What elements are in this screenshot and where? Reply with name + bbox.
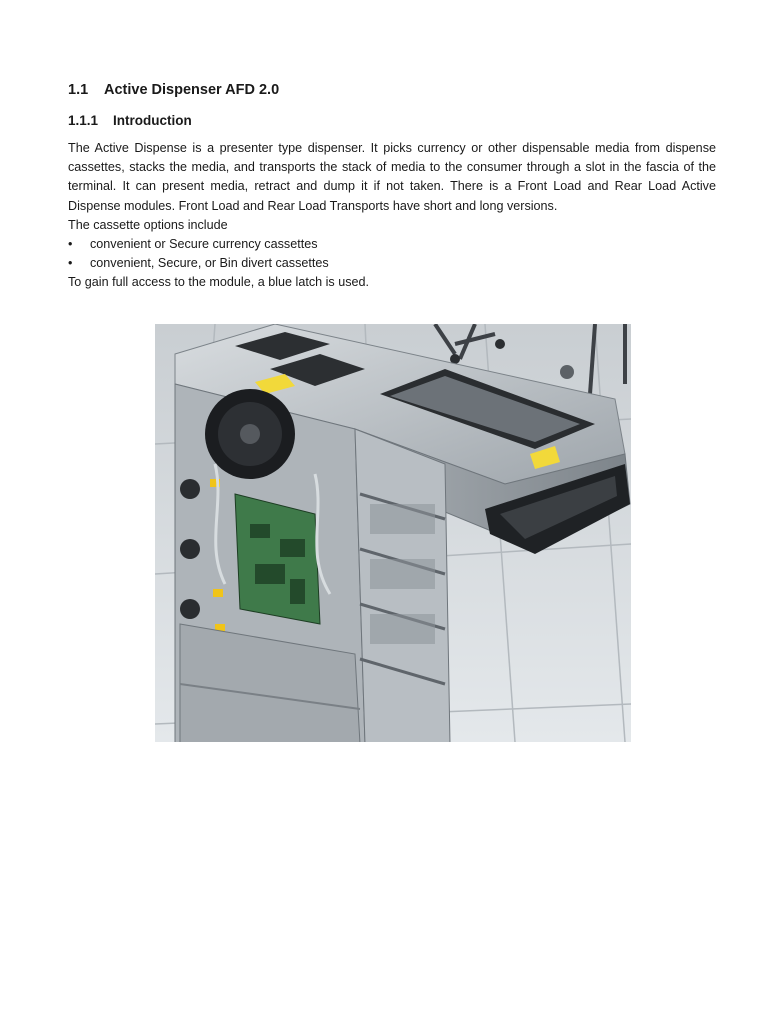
section-number: 1.1	[68, 82, 89, 98]
subsection-number: 1.1.1	[68, 113, 99, 128]
list-item-text: convenient or Secure currency cassettes	[90, 237, 318, 252]
bullet-icon: •	[68, 237, 73, 252]
subsection-heading	[68, 113, 192, 128]
section-heading	[68, 82, 279, 98]
bullet-icon: •	[68, 256, 73, 271]
dispenser-photo	[155, 324, 631, 742]
cassette-intro: The cassette options include	[68, 217, 228, 232]
list-item-text: convenient, Secure, or Bin divert cassettes	[90, 256, 329, 271]
section-title: Active Dispenser AFD 2.0	[104, 82, 280, 98]
list-item	[68, 254, 716, 273]
subsection-title: Introduction	[113, 113, 192, 128]
intro-paragraph: The Active Dispense is a presenter type dispenser. It picks currency or other dispensable media from dispense cassettes, stacks the media, and transports the stack of media to the consumer through a slot in the fascia of the terminal. It can present media, retract and dump it if not taken. There is a Front Load and Rear Load Active Dispense modules. Front Load and Rear Load Transports have short and long versions.	[68, 141, 716, 213]
body-text	[68, 139, 716, 293]
list-item	[68, 235, 716, 254]
closing-line: To gain full access to the module, a blue latch is used.	[68, 275, 370, 290]
cassette-options-list	[68, 235, 716, 273]
